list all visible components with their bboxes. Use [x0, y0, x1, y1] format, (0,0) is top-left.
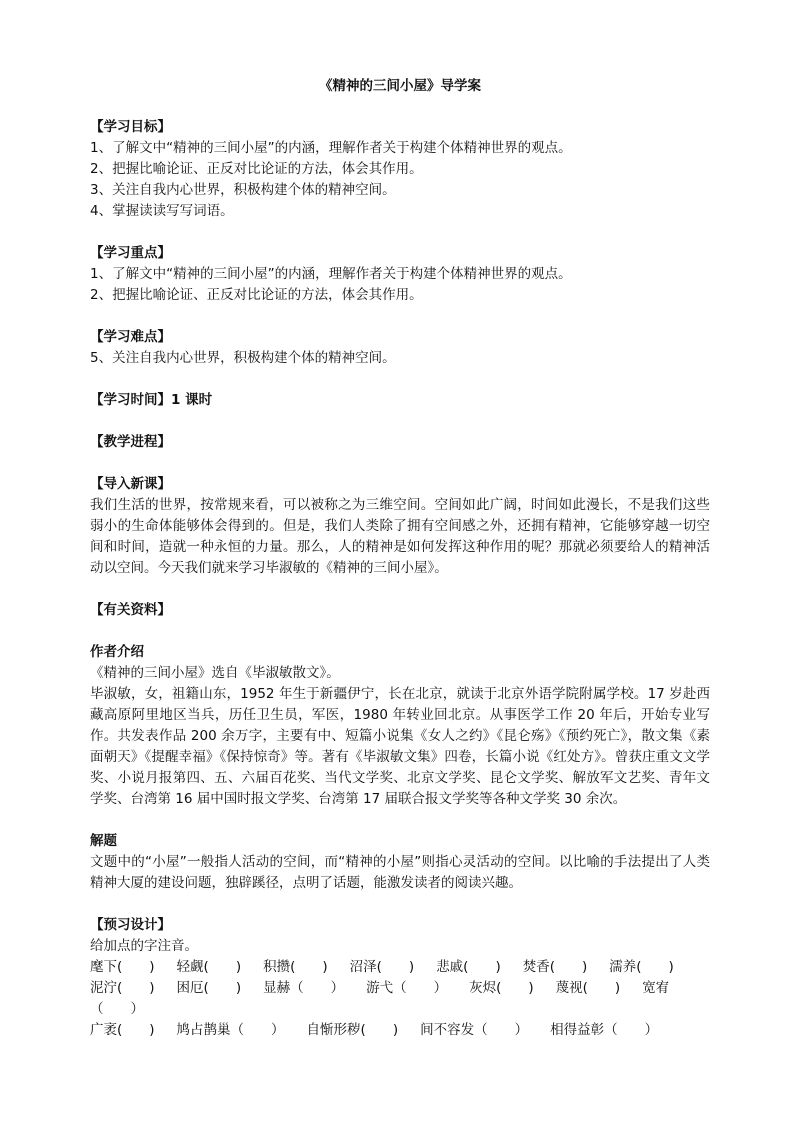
- pinyin-item: 积攒( ): [263, 959, 328, 975]
- pinyin-item: 间不容发（ ）: [420, 1022, 529, 1038]
- pinyin-item: 蔑视( ): [555, 980, 621, 996]
- difficulties-heading: 【学习难点】: [90, 329, 171, 345]
- author-heading: 作者介绍: [90, 644, 144, 660]
- pinyin-item: 鸠占鹊巢（ ）: [176, 1022, 285, 1038]
- pinyin-item: 游弋（ ）: [366, 980, 448, 996]
- pinyin-item: （ ）: [90, 1001, 144, 1017]
- teaching-process-heading: 【教学进程】: [90, 434, 171, 450]
- author-bio: 毕淑敏，女，祖籍山东，1952 年生于新疆伊宁，长在北京，就读于北京外语学院附属学校。17 岁赴西藏高原阿里地区当兵，历任卫生员，军医，1980 年转业回北京。从事医学工作 20 年后，开始专业写作。共发表作品 200 余万字，主要有中、短篇小说集《女人之约》《昆仑殇》《预约死亡》，散文集《素面朝天》《提醒幸福》《保持惊奇》等。著有《毕淑敏文集》四卷，长篇小说《红处方》。曾获庄重文文学奖、小说月报第四、五、六届百花奖、当代文学奖、北京文学奖、昆仑文学奖、解放军文艺奖、青年文 学奖、台湾第 16 届中国时报文学奖、台湾第 17 届联合报文学奖等各种文学奖 30 余次。: [90, 686, 710, 807]
- study-time-heading: 【学习时间】1 课时: [90, 392, 213, 408]
- preview-instruction: 给加点的字注音。: [90, 938, 198, 954]
- goal-item: 3、关注自我内心世界，积极构建个体的精神空间。: [90, 182, 396, 198]
- goal-item: 1、了解文中“精神的三间小屋”的内涵，理解作者关于构建个体精神世界的观点。: [90, 140, 572, 156]
- pinyin-row: [90, 1020, 710, 1041]
- goal-item: 4、掌握读读写写词语。: [90, 203, 234, 219]
- pinyin-item: 麾下( ): [90, 959, 155, 975]
- key-point-item: 2、把握比喻论证、正反对比论证的方法，体会其作用。: [90, 287, 423, 303]
- pinyin-item: 困厄( ): [176, 980, 242, 996]
- pinyin-row: [90, 957, 710, 978]
- pinyin-item: 显赫（ ）: [263, 980, 345, 996]
- intro-paragraph: 我们生活的世界，按常规来看，可以被称之为三维空间。空间如此广阔，时间如此漫长，不是我们这些弱小的生命体能够体会得到的。但是，我们人类除了拥有空间感之外，还拥有精神，它能够穿越一切空间和时间，造就一种永恒的力量。那么，人的精神是如何发挥这种作用的呢？那就必须要给人的精神活动以空间。今天我们就来学习毕淑敏的《精神的三间小屋》。: [90, 497, 710, 576]
- document-body: [90, 76, 710, 1041]
- pinyin-item: 相得益彰（ ）: [550, 1022, 659, 1038]
- goals-heading: 【学习目标】: [90, 119, 171, 135]
- pinyin-item: 轻觑( ): [176, 959, 242, 975]
- pinyin-item: 宽宥: [642, 980, 670, 996]
- pinyin-item: 灰烬( ): [469, 980, 534, 996]
- pinyin-item: 沼泽( ): [349, 959, 415, 975]
- pinyin-item: 濡养( ): [609, 959, 674, 975]
- document-title: 《精神的三间小屋》导学案: [319, 78, 481, 94]
- materials-heading: 【有关资料】: [90, 602, 171, 618]
- pinyin-item: 广袤( ): [90, 1022, 155, 1038]
- source-line: 《精神的三间小屋》选自《毕淑敏散文》。: [90, 665, 340, 681]
- difficulty-item: 5、关注自我内心世界，积极构建个体的精神空间。: [90, 350, 396, 366]
- pinyin-item: 泥泞( ): [90, 980, 155, 996]
- pinyin-item: 悲戚( ): [436, 959, 501, 975]
- key-point-item: 1、了解文中“精神的三间小屋”的内涵，理解作者关于构建个体精神世界的观点。: [90, 266, 572, 282]
- topic-paragraph: 文题中的“小屋”一般指人活动的空间，而“精神的小屋”则指心灵活动的空间。以比喻的手法提出了人类精神大厦的建设问题，独辟蹊径，点明了话题，能激发读者的阅读兴趣。: [90, 854, 710, 891]
- goal-item: 2、把握比喻论证、正反对比论证的方法，体会其作用。: [90, 161, 423, 177]
- pinyin-row: [90, 978, 710, 999]
- topic-heading: 解题: [90, 833, 117, 849]
- key-points-heading: 【学习重点】: [90, 245, 171, 261]
- preview-heading: 【预习设计】: [90, 917, 171, 933]
- pinyin-item: 自惭形秽( ): [306, 1022, 399, 1038]
- intro-heading: 【导入新课】: [90, 476, 171, 492]
- pinyin-item: 焚香( ): [522, 959, 588, 975]
